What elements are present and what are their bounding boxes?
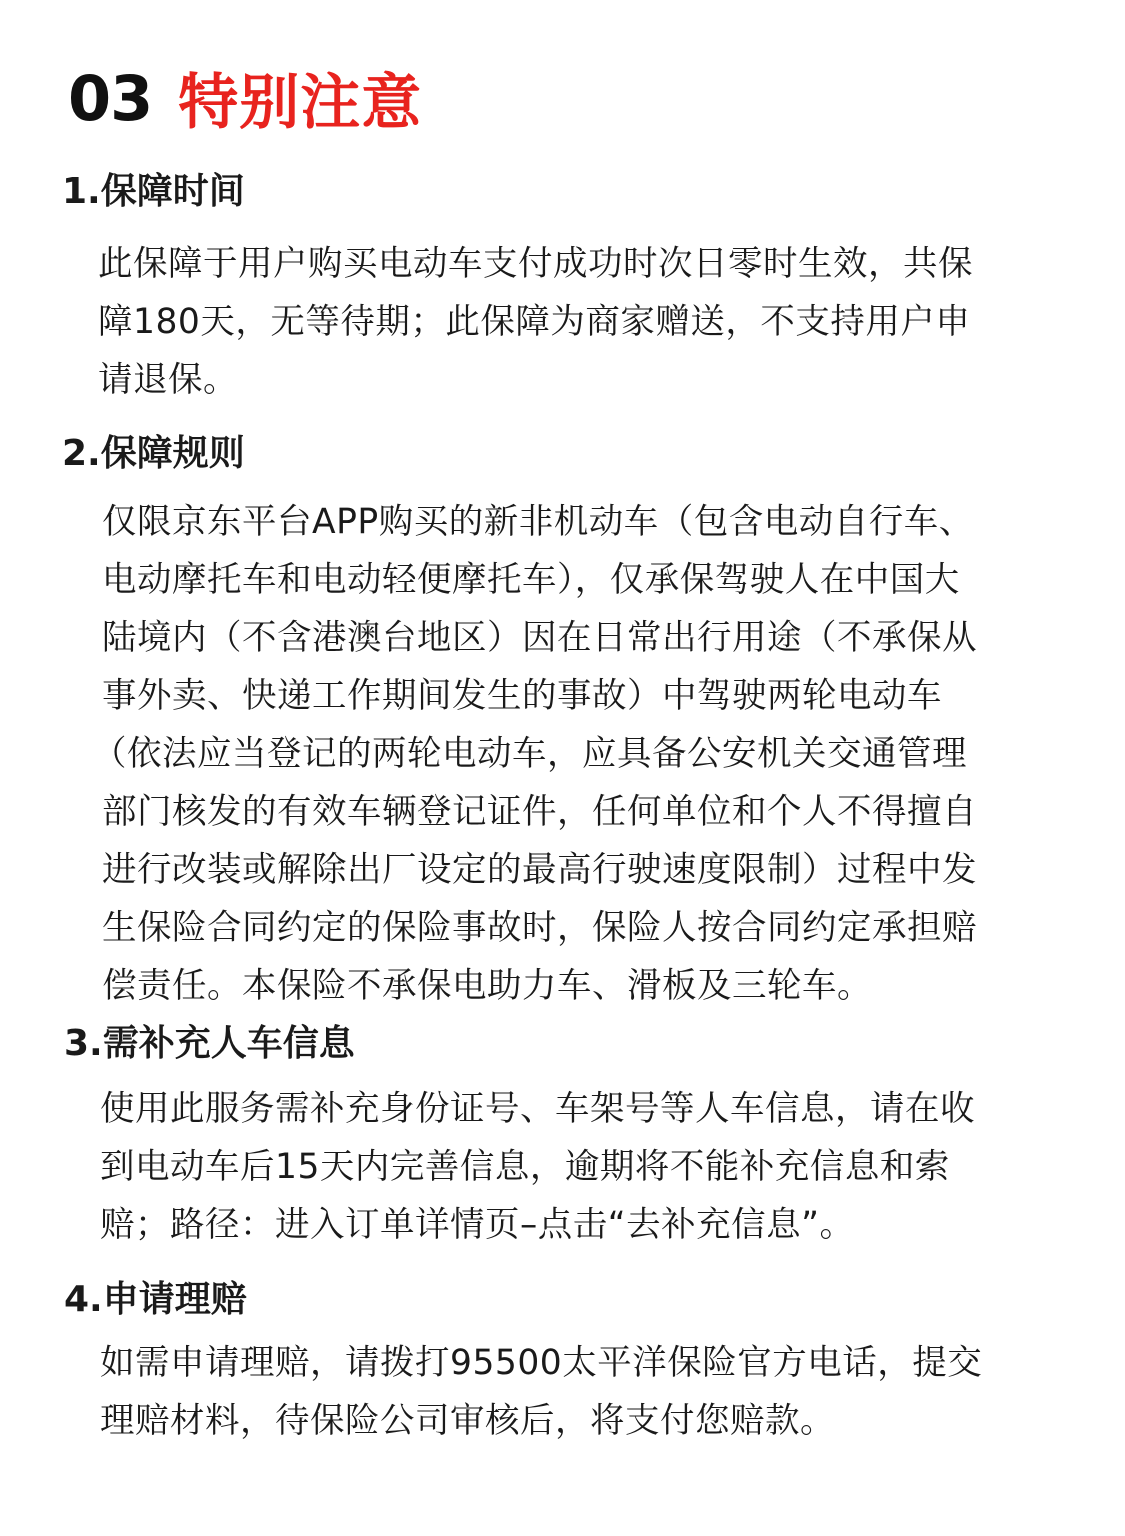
section-2-line: 陆境内（不含港澳台地区）因在日常出行用途（不承保从 (102, 618, 977, 658)
section-1-line: 请退保。 (98, 360, 238, 400)
section-2-line: 偿责任。本保险不承保电助力车、滑板及三轮车。 (102, 966, 872, 1006)
section-1-line: 障180天，无等待期；此保障为商家赠送，不支持用户申 (98, 302, 971, 342)
section-2-line: 仅限京东平台APP购买的新非机动车（包含电动自行车、 (102, 502, 974, 542)
section-1-body (98, 235, 973, 409)
section-3-title: 3.需补充人车信息 (64, 1023, 355, 1064)
section-2-line: （依法应当登记的两轮电动车，应具备公安机关交通管理 (92, 734, 967, 774)
section-1-title: 1.保障时间 (62, 171, 245, 212)
section-1-line: 此保障于用户购买电动车支付成功时次日零时生效，共保 (98, 244, 973, 284)
section-2-title: 2.保障规则 (62, 433, 245, 474)
section-number: 03 (68, 61, 153, 135)
section-4-title: 4.申请理赔 (64, 1279, 247, 1320)
section-3-body (100, 1080, 975, 1254)
section-3-line: 赔；路径：进入订单详情页–点击“去补充信息”。 (100, 1205, 855, 1245)
section-3-line: 到电动车后15天内完善信息，逾期将不能补充信息和索 (100, 1147, 950, 1187)
section-2-body (92, 493, 977, 1015)
section-3-line: 使用此服务需补充身份证号、车架号等人车信息，请在收 (100, 1089, 975, 1129)
section-2-line: 事外卖、快递工作期间发生的事故）中驾驶两轮电动车 (102, 676, 942, 716)
section-2-line: 生保险合同约定的保险事故时，保险人按合同约定承担赔 (102, 908, 977, 948)
section-4-line: 理赔材料，待保险公司审核后，将支付您赔款。 (100, 1401, 835, 1441)
section-4-line: 如需申请理赔，请拨打95500太平洋保险官方电话，提交 (100, 1343, 983, 1383)
section-2-line: 电动摩托车和电动轻便摩托车），仅承保驾驶人在中国大 (102, 560, 960, 600)
page-title: 特别注意 (178, 68, 423, 138)
page-header (68, 58, 422, 138)
section-4-body (100, 1334, 982, 1450)
section-2-line: 部门核发的有效车辆登记证件，任何单位和个人不得擅自 (102, 792, 977, 832)
section-2-line: 进行改装或解除出厂设定的最高行驶速度限制）过程中发 (102, 850, 977, 890)
